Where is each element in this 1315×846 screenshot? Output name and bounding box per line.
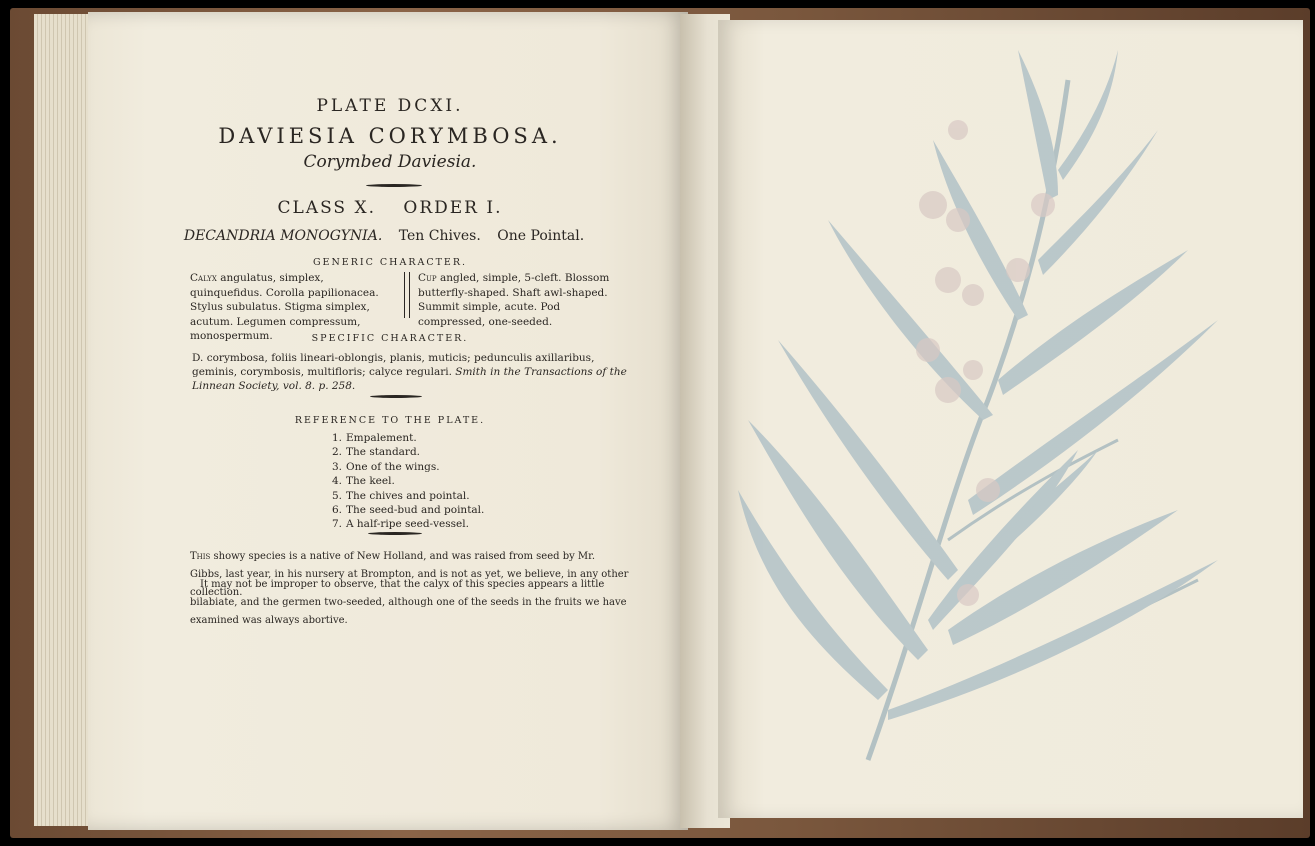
column-divider — [404, 272, 410, 318]
latin-text: angulatus, simplex, quinquefidus. Corolla papilionacea. Stylus subulatus. Stigma simplex, acutum. Legumen compressum, monospermum. — [190, 272, 379, 342]
specific-citation: Smith in the Transactions of the Linnean Society, vol. 8. p. 258. — [192, 366, 627, 392]
order-label: ORDER I. — [403, 198, 503, 218]
p1-lead: This — [190, 551, 211, 562]
english-text: angled, simple, 5-cleft. Blossom butterfly-shaped. Shaft awl-shaped. Summit simple, acute. Pod compressed, one-seeded. — [418, 272, 610, 328]
system-latin: DECANDRIA MONOGYNIA. — [183, 228, 383, 244]
list-item: 5. The chives and pointal. — [332, 489, 470, 502]
list-item: 7. A half-ripe seed-vessel. — [332, 518, 469, 531]
specific-character-heading: SPECIFIC CHARACTER. — [311, 333, 469, 344]
list-item: 6. The seed-bud and pointal. — [332, 504, 485, 517]
list-item: 1. Empalement. — [332, 432, 417, 444]
common-name: Corymbed Daviesia. — [303, 152, 477, 172]
list-item: 4. The keel. — [332, 475, 395, 488]
class-order-line — [90, 198, 690, 218]
list-item: 3. One of the wings. — [332, 460, 440, 473]
latin-lead: Calyx — [190, 272, 217, 284]
specific-description: D. corymbosa, foliis lineari-oblongis, planis, muticis; pedunculis axillaribus, geminis, corymbosis, multifloris; calyce regulari. — [192, 352, 595, 378]
species-title: DAVIESIA CORYMBOSA. — [218, 124, 562, 148]
right-page-plate — [718, 20, 1303, 818]
class-label: CLASS X. — [277, 198, 376, 218]
ornamental-rule — [366, 184, 422, 187]
reference-list — [332, 431, 484, 532]
p1-text: showy species is a native of New Holland, and was raised from seed by Mr. Gibbs, last year, in his nursery at Brompton, and is not as yet, we believe, in any other collection. — [190, 551, 629, 598]
ornamental-rule — [368, 532, 422, 535]
generic-character-english — [418, 271, 628, 329]
plate-number: PLATE DCXI. — [316, 96, 464, 116]
generic-character-heading: GENERIC CHARACTER. — [312, 257, 468, 268]
system-line — [90, 228, 690, 244]
reference-heading: REFERENCE TO THE PLATE. — [294, 415, 486, 426]
botanical-illustration — [718, 20, 1303, 818]
ornamental-rule — [370, 395, 422, 398]
specific-character-text — [192, 351, 632, 393]
english-lead: Cup — [418, 272, 437, 284]
system-english-1: Ten Chives. — [398, 228, 481, 244]
body-paragraph-2: It may not be improper to observe, that the calyx of this species appears a little bilabiate, and the germen two-seeded, although one of the seeds in the fruits we have examined was always abortive. — [190, 579, 627, 626]
list-item: 2. The standard. — [332, 446, 421, 459]
system-english-2: One Pointal. — [497, 228, 585, 244]
